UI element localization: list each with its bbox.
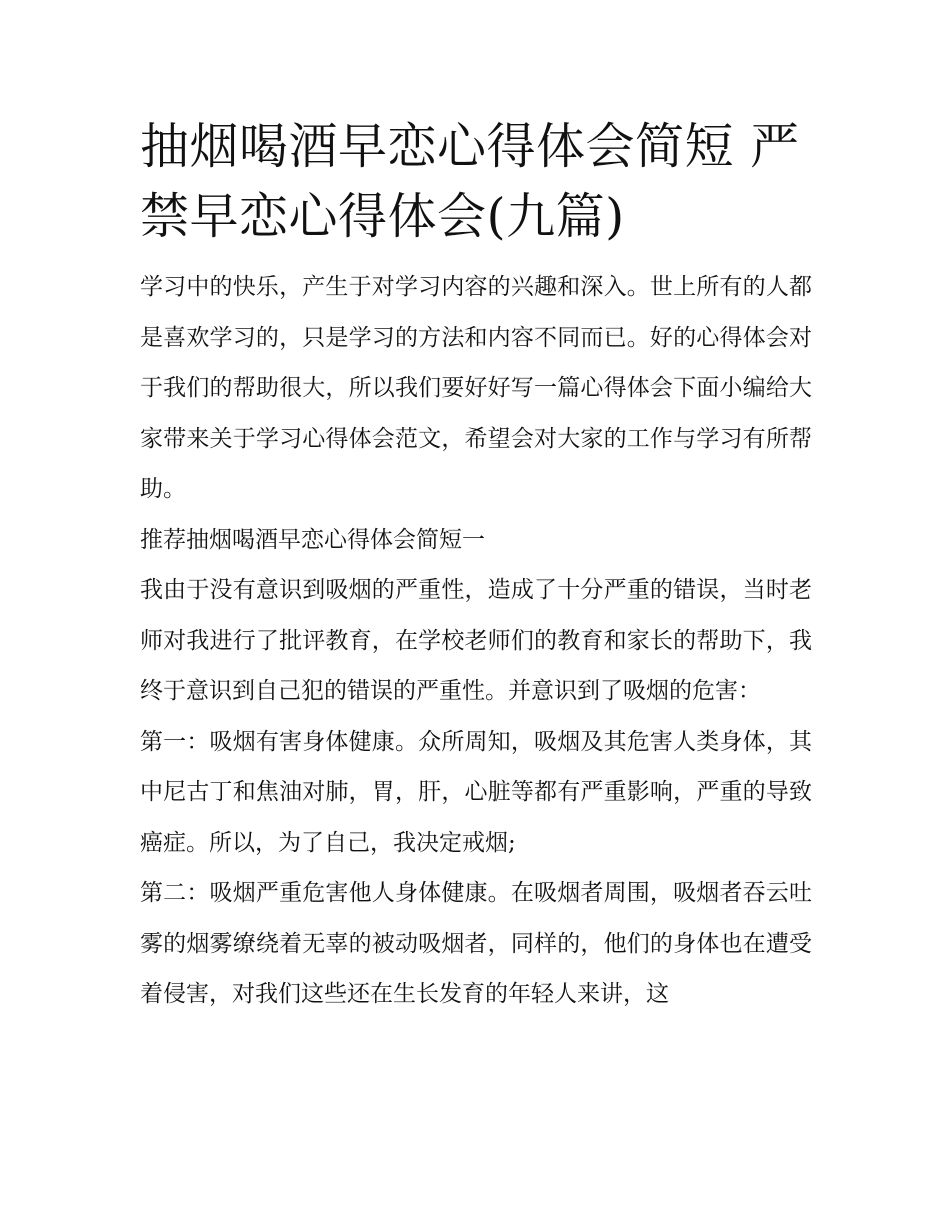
section-heading: 推荐抽烟喝酒早恋心得体会简短一 <box>140 526 485 553</box>
intro-paragraph: 学习中的快乐，产生于对学习内容的兴趣和深入。世上所有的人都是喜欢学习的，只是学习的方法和内容不同而已。好的心得体会对于我们的帮助很大，所以我们要好好写一篇心得体会下面小编给大家带来关于学习心得体会范文，希望会对大家的工作与学习有所帮助。 <box>140 274 812 502</box>
body-paragraph: 我由于没有意识到吸烟的严重性，造成了十分严重的错误，当时老师对我进行了批评教育，在学校老师们的教育和家长的帮助下，我终于意识到自己犯的错误的严重性。并意识到了吸烟的危害： <box>140 577 812 704</box>
body-paragraph: 第二：吸烟严重危害他人身体健康。在吸烟者周围，吸烟者吞云吐雾的烟雾缭绕着无辜的被动吸烟者，同样的，他们的身体也在遭受着侵害，对我们这些还在生长发育的年轻人来讲，这 <box>140 880 812 1007</box>
document-title: 抽烟喝酒早恋心得体会简短 严禁早恋心得体会(九篇) <box>140 118 800 245</box>
document-content <box>140 112 812 1020</box>
document-body <box>140 262 812 1020</box>
body-paragraph: 第一：吸烟有害身体健康。众所周知，吸烟及其危害人类身体，其中尼古丁和焦油对肺，胃，肝，心脏等都有严重影响，严重的导致癌症。所以，为了自己，我决定戒烟; <box>140 728 812 856</box>
